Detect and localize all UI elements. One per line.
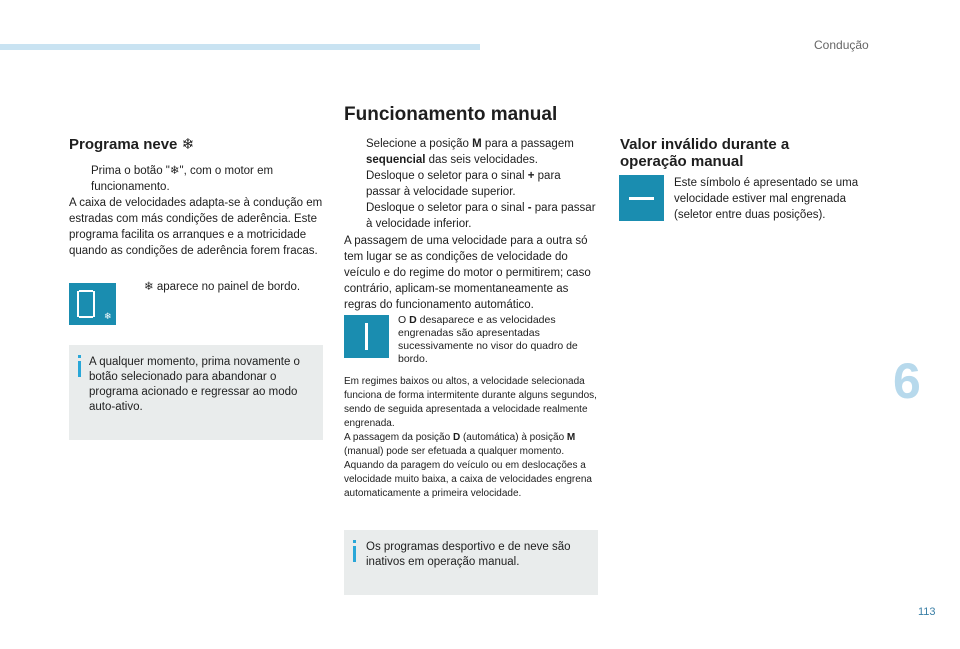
snow-program-title: Programa neve ❄ <box>69 136 195 153</box>
display-text: O D desaparece e as velocidades engrenadas são apresentadas sucessivamente no visor do quadro de bordo. <box>398 314 578 365</box>
manual-mode-details: Em regimes baixos ou altos, a velocidade selecionada funciona de forma intermitente durante alguns segundos, sendo de seguida apresentada a velocidade realmente engrenada. A passagem da posição D (automática) à posição M (manual) pode ser efetuada a qualquer momento. Aquando da paragem do veículo ou em deslocações a velocidade muito baixa, a caixa de velocidades engrena automaticamente a primeira velocidade. <box>344 376 597 499</box>
snowflake-icon: ❄ <box>181 136 195 153</box>
gear-number-icon <box>344 315 389 358</box>
invalid-value-title: Valor inválido durante a operação manual <box>620 136 790 170</box>
list-item: Prima o botão "❄", com o motor em funcionamento. <box>91 165 274 193</box>
svg-text:❄: ❄ <box>104 312 112 322</box>
snow-program-paragraph: A caixa de velocidades adapta-se à condução em estradas com más condições de aderência. Este programa facilita os arranques e a motricidade quando as condições de aderência forem fracas. <box>69 197 323 257</box>
left-column <box>69 136 324 259</box>
list-item: Desloque o seletor para o sinal - para passar à velocidade inferior. <box>366 202 596 230</box>
list-item: Desloque o seletor para o sinal + para passar à velocidade superior. <box>366 170 561 198</box>
panel-text: ❄ aparece no painel de bordo. <box>144 281 301 293</box>
invalid-value-text: Este símbolo é apresentado se uma velocidade estiver mal engrenada (seletor entre duas posições). <box>674 177 859 221</box>
page-title: Funcionamento manual <box>344 104 558 125</box>
info-note-left: A qualquer momento, prima novamente o botão selecionado para abandonar o programa acionado e regressar ao modo auto-ativo. <box>69 345 323 440</box>
section-title: Condução <box>814 38 869 52</box>
manual-mode-paragraph: A passagem de uma velocidade para a outra só tem lugar se as condições de velocidade do veículo e do regime do motor o permitirem; caso contrário, aplicam-se momentaneamente as regras do funcionamento automático. <box>344 235 591 311</box>
list-item: Selecione a posição M para a passagem sequencial das seis velocidades. <box>366 138 574 166</box>
header-bar <box>0 44 480 50</box>
chapter-number: 6 <box>893 353 921 409</box>
info-note-middle: Os programas desportivo e de neve são inativos em operação manual. <box>344 530 598 595</box>
gear-display-icon <box>69 283 116 325</box>
middle-column <box>344 136 597 313</box>
info-icon <box>353 540 360 562</box>
invalid-gear-icon <box>619 175 664 221</box>
info-icon <box>78 355 85 377</box>
page-number: 113 <box>918 606 936 618</box>
